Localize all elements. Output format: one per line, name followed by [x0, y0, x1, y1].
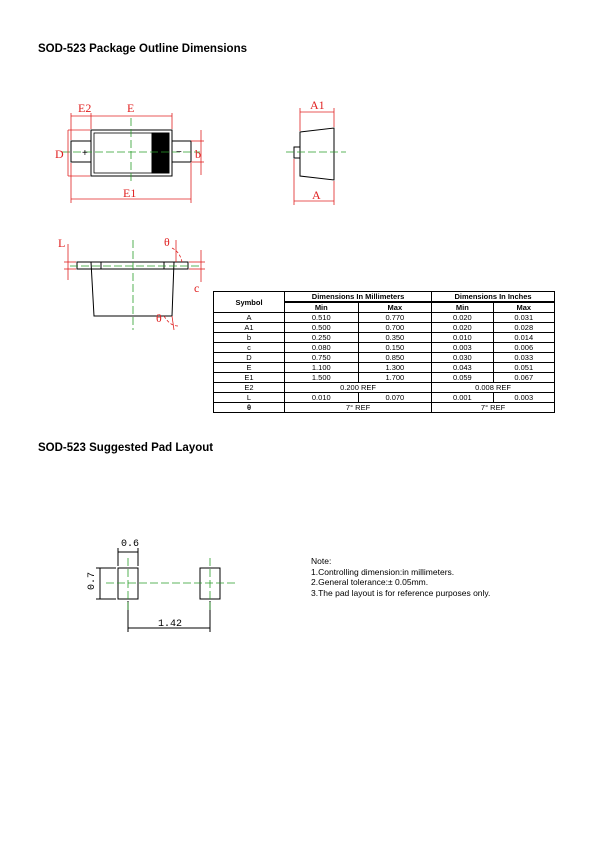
cell-mm-min: 0.250 [285, 333, 359, 343]
outline-heading: SOD-523 Package Outline Dimensions [38, 43, 247, 55]
cell-symbol: E2 [214, 383, 285, 393]
label-c: c [194, 281, 200, 295]
cell-in-max: 0.014 [493, 333, 554, 343]
header-in: Dimensions In Inches [432, 292, 555, 303]
cell-in-max: 0.028 [493, 323, 554, 333]
cell-mm-ref: 7° REF [285, 403, 432, 413]
cell-in-max: 0.067 [493, 373, 554, 383]
label-a1: A1 [310, 98, 325, 112]
cell-in-max: 0.051 [493, 363, 554, 373]
pad-height-label: 0.7 [87, 571, 98, 590]
cell-symbol: D [214, 353, 285, 363]
cell-in-min: 0.059 [432, 373, 493, 383]
label-a: A [312, 188, 321, 202]
cell-in-min: 0.030 [432, 353, 493, 363]
label-d: D [55, 147, 64, 161]
label-b: b [195, 147, 201, 161]
cell-mm-min: 0.510 [285, 313, 359, 323]
cell-mm-min: 1.500 [285, 373, 359, 383]
pad-width-label: 0.6 [121, 539, 140, 550]
cell-mm-max: 0.700 [358, 323, 432, 333]
cell-in-min: 0.020 [432, 313, 493, 323]
header-symbol: Symbol [214, 292, 285, 313]
cell-mm-max: 1.700 [358, 373, 432, 383]
cell-in-min: 0.020 [432, 323, 493, 333]
label-e2: E2 [78, 101, 92, 115]
note-item: 1.Controlling dimension:in millimeters. [311, 566, 455, 577]
cell-symbol: L [214, 393, 285, 403]
cell-mm-min: 0.010 [285, 393, 359, 403]
cell-symbol: E1 [214, 373, 285, 383]
cell-symbol: A1 [214, 323, 285, 333]
cell-mm-min: 1.100 [285, 363, 359, 373]
header-mm-min: Min [285, 302, 359, 313]
cell-in-ref: 0.008 REF [432, 383, 555, 393]
cell-in-ref: 7° REF [432, 403, 555, 413]
cell-mm-min: 0.080 [285, 343, 359, 353]
cell-in-max: 0.006 [493, 343, 554, 353]
cell-mm-max: 0.070 [358, 393, 432, 403]
label-theta-top: θ [164, 235, 170, 249]
label-theta-bottom: θ [156, 311, 162, 325]
notes [311, 556, 490, 598]
cell-mm-max: 0.150 [358, 343, 432, 353]
cell-symbol: E [214, 363, 285, 373]
cell-symbol: A [214, 313, 285, 323]
label-e1: E1 [123, 186, 137, 200]
pad-pitch-label: 1.42 [158, 619, 183, 630]
cell-mm-ref: 0.200 REF [285, 383, 432, 393]
pad-heading: SOD-523 Suggested Pad Layout [38, 442, 214, 454]
cell-symbol: b [214, 333, 285, 343]
minus-mark: − [176, 147, 182, 158]
note-item: 2.General tolerance:± 0.05mm. [311, 577, 429, 587]
cell-in-min: 0.001 [432, 393, 493, 403]
note-item: 3.The pad layout is for reference purposes only. [311, 587, 491, 598]
notes-title: Note: [311, 556, 332, 566]
header-in-max: Max [493, 302, 554, 313]
cell-mm-max: 0.770 [358, 313, 432, 323]
cell-mm-max: 0.850 [358, 353, 432, 363]
header-mm: Dimensions In Millimeters [285, 292, 432, 303]
cell-in-min: 0.003 [432, 343, 493, 353]
cell-mm-max: 1.300 [358, 363, 432, 373]
header-in-min: Min [432, 302, 493, 313]
cell-in-max: 0.033 [493, 353, 554, 363]
plus-mark: + [82, 148, 88, 159]
header-mm-max: Max [358, 302, 432, 313]
label-l: L [58, 236, 66, 250]
cell-mm-max: 0.350 [358, 333, 432, 343]
cell-mm-min: 0.500 [285, 323, 359, 333]
cell-symbol: θ [214, 403, 285, 413]
cell-symbol: c [214, 343, 285, 353]
label-e: E [127, 101, 135, 115]
cell-in-max: 0.031 [493, 313, 554, 323]
cell-mm-min: 0.750 [285, 353, 359, 363]
cell-in-min: 0.010 [432, 333, 493, 343]
cell-in-max: 0.003 [493, 393, 554, 403]
cell-in-min: 0.043 [432, 363, 493, 373]
